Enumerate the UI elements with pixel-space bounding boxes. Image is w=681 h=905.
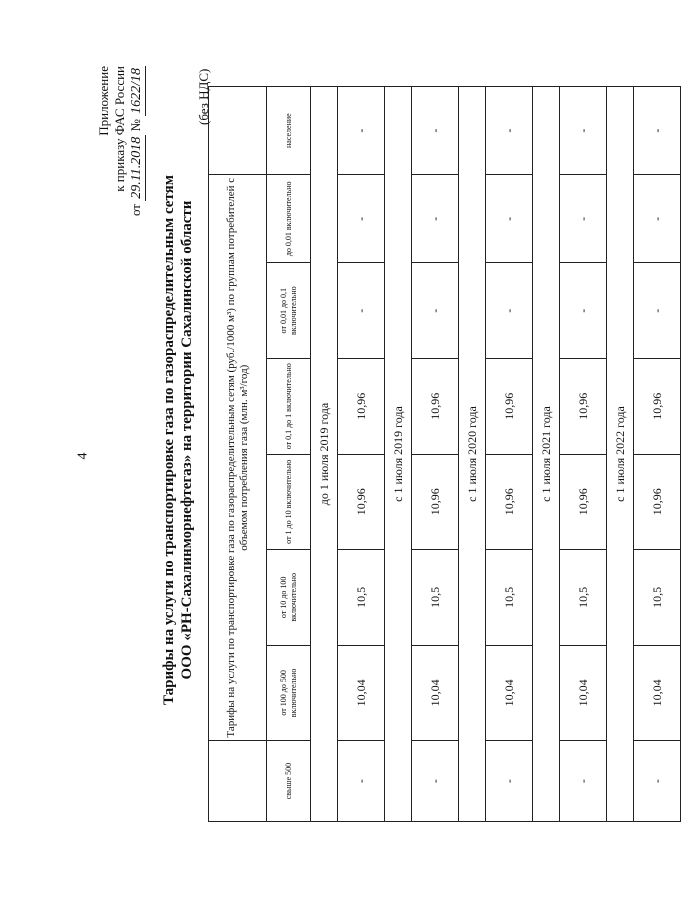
tariff-cell: 10,5 [560, 550, 607, 646]
period-label: с 1 июля 2020 года [459, 87, 486, 822]
tariff-cell: - [338, 175, 385, 263]
tariff-cell: - [412, 175, 459, 263]
tariff-cell: - [634, 175, 681, 263]
date-prefix: от [128, 204, 143, 217]
no-vat-note: (без НДС) [196, 68, 211, 125]
column-header: от 1 до 10 включительно [267, 454, 311, 550]
tariff-cell: 10,04 [634, 645, 681, 741]
table-super-header-row [209, 87, 267, 822]
column-header: свыше 500 [267, 741, 311, 822]
period-row [607, 87, 634, 822]
appendix-date-number [128, 66, 146, 226]
tariff-cell: 10,96 [338, 358, 385, 454]
tariff-cell: - [338, 741, 385, 822]
tariff-cell: - [338, 263, 385, 359]
document-title [160, 145, 196, 735]
tariff-cell: 10,96 [412, 358, 459, 454]
tariff-cell: - [486, 741, 533, 822]
column-header: от 0,1 до 1 включительно [267, 358, 311, 454]
tariff-cell: - [560, 263, 607, 359]
title-line-2: ООО «РН-Сахалинморнефтегаз» на территории Сахалинской области [179, 200, 195, 680]
table-row [560, 87, 607, 822]
tariff-cell: - [486, 87, 533, 175]
tariff-table [208, 86, 681, 822]
column-header: до 0,01 включительно [267, 175, 311, 263]
tariff-table-container [208, 86, 664, 822]
tariff-cell: 10,5 [486, 550, 533, 646]
period-row [385, 87, 412, 822]
table-super-header: Тарифы на услуги по транспортировке газа по газораспределительным сетям (руб./1000 м³) по группам потребителей с объемом потребления газа (млн. м³/год) [209, 175, 267, 741]
tariff-cell: 10,04 [486, 645, 533, 741]
empty-header-cell [209, 741, 267, 822]
tariff-cell: 10,96 [560, 358, 607, 454]
tariff-cell: 10,96 [560, 454, 607, 550]
tariff-cell: - [634, 263, 681, 359]
tariff-cell: 10,96 [338, 454, 385, 550]
tariff-cell: 10,96 [412, 454, 459, 550]
table-row [634, 87, 681, 822]
column-header: население [267, 87, 311, 175]
title-line-1: Тарифы на услуги по транспортировке газа по газораспределительным сетям [161, 175, 177, 705]
tariff-cell: - [412, 263, 459, 359]
tariff-cell: 10,96 [486, 454, 533, 550]
tariff-cell: 10,96 [634, 454, 681, 550]
appendix-title: Приложение [96, 66, 111, 136]
appendix-block [96, 66, 146, 226]
tariff-cell: - [560, 741, 607, 822]
tariff-cell: 10,04 [560, 645, 607, 741]
column-header: от 100 до 500 включительно [267, 645, 311, 741]
tariff-cell: 10,5 [412, 550, 459, 646]
tariff-cell: - [412, 741, 459, 822]
tariff-cell: 10,04 [338, 645, 385, 741]
table-row [338, 87, 385, 822]
order-date: 29.11.2018 [129, 136, 144, 199]
tariff-cell: 10,5 [338, 550, 385, 646]
tariff-cell: - [338, 87, 385, 175]
tariff-cell: 10,96 [486, 358, 533, 454]
order-number: 1622/18 [129, 68, 144, 114]
tariff-cell: - [560, 87, 607, 175]
period-label: с 1 июля 2019 года [385, 87, 412, 822]
tariff-cell: 10,96 [634, 358, 681, 454]
period-label: с 1 июля 2022 года [607, 87, 634, 822]
page-number: 4 [75, 452, 91, 460]
tariff-cell: - [412, 87, 459, 175]
column-header: от 10 до 100 включительно [267, 550, 311, 646]
tariff-cell: - [560, 175, 607, 263]
empty-header-cell [209, 87, 267, 175]
table-column-header-row [267, 87, 311, 822]
number-prefix: № [128, 119, 143, 132]
tariff-cell: 10,04 [412, 645, 459, 741]
appendix-order-ref: к приказу ФАС России [112, 66, 127, 192]
tariff-cell: - [634, 87, 681, 175]
tariff-cell: - [486, 175, 533, 263]
period-row [533, 87, 560, 822]
tariff-cell: - [486, 263, 533, 359]
period-row [311, 87, 338, 822]
table-row [486, 87, 533, 822]
column-header: от 0,01 до 0,1 включительно [267, 263, 311, 359]
table-row [412, 87, 459, 822]
tariff-cell: 10,5 [634, 550, 681, 646]
tariff-cell: - [634, 741, 681, 822]
period-row [459, 87, 486, 822]
period-label: с 1 июля 2021 года [533, 87, 560, 822]
period-label: до 1 июля 2019 года [311, 87, 338, 822]
